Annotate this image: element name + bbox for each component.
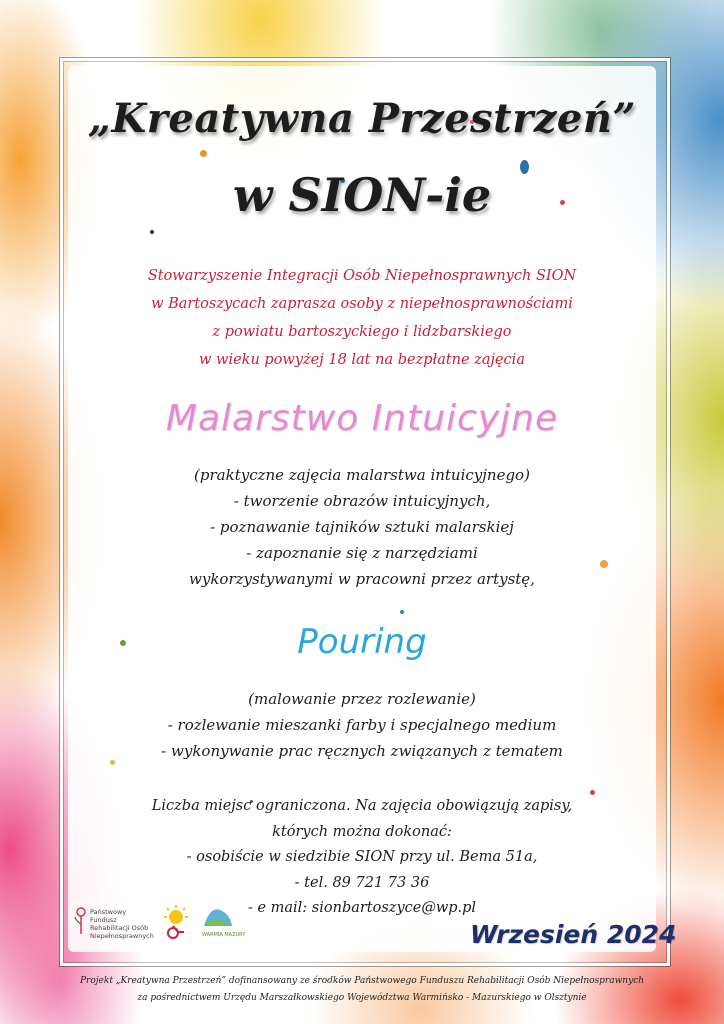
section-line: - wykonywanie prac ręcznych związanych z tematem [161, 742, 563, 760]
section-heading-pouring: Pouring [297, 622, 427, 662]
registration-phone: - tel. 89 721 73 36 [294, 874, 430, 891]
section-heading-malarstwo: Malarstwo Intuicyjne [165, 398, 559, 439]
section-malarstwo-body [80, 462, 644, 592]
registration-email: - e mail: sionbartoszyce@wp.pl [247, 900, 477, 916]
section-line: - rozlewanie mieszanki farby i specjalnego medium [167, 716, 557, 734]
footer-line: Projekt „Kreatywna Przestrzeń” dofinansowany ze środków Państwowego Funduszu Rehabilitacji Osób Niepełnosprawnych [79, 976, 645, 986]
intro-line: w wieku powyżej 18 lat na bezpłatne zajęcia [199, 352, 525, 368]
section-line: (malowanie przez rozlewanie) [248, 690, 476, 708]
registration-line: Liczba miejsc ograniczona. Na zajęcia obowiązują zapisy, [151, 798, 573, 814]
poster-title-line1: „Kreatywna Przestrzeń” [88, 95, 636, 142]
intro-line: Stowarzyszenie Integracji Osób Niepełnosprawnych SION [147, 268, 577, 284]
project-footer [40, 973, 684, 1007]
section-line: wykorzystywanymi w pracowni przez artystę, [189, 570, 535, 588]
warmia-logo-text: WARMIA MAZURY [202, 932, 246, 938]
footer-line: za pośrednictwem Urzędu Marszałkowskiego Województwa Warmińsko - Mazurskiego w Olsztynie [137, 993, 587, 1003]
event-date: Wrzesień 2024 [470, 920, 677, 949]
sun-wheelchair-icon [158, 904, 194, 940]
section-line: - poznawanie tajników sztuki malarskiej [210, 518, 514, 536]
registration-address: - osobiście w siedzibie SION przy ul. Bema 51a, [186, 849, 538, 865]
registration-info [80, 794, 644, 922]
pfron-logo-text: Państwowy Fundusz Rehabilitacji Osób Niepełnosprawnych [90, 908, 154, 940]
warmia-mazury-icon [200, 902, 236, 932]
pfron-logo [74, 906, 154, 940]
poster-title-line2: w SION-ie [232, 168, 492, 222]
intro-line: z powiatu bartoszyckiego i lidzbarskiego [212, 324, 512, 340]
pfron-flower-icon [74, 906, 88, 936]
section-line: - zapoznanie się z narzędziami [246, 544, 478, 562]
registration-line: których można dokonać: [272, 823, 452, 840]
intro-line: w Bartoszycach zaprasza osoby z niepełnosprawnościami [151, 296, 573, 312]
intro-text [100, 262, 624, 374]
warmia-mazury-logo [200, 902, 246, 942]
section-pouring-body [80, 686, 644, 764]
sun-wheelchair-logo [158, 904, 194, 940]
section-line: (praktyczne zajęcia malarstwa intuicyjnego) [194, 466, 530, 484]
section-line: - tworzenie obrazów intuicyjnych, [233, 492, 491, 510]
